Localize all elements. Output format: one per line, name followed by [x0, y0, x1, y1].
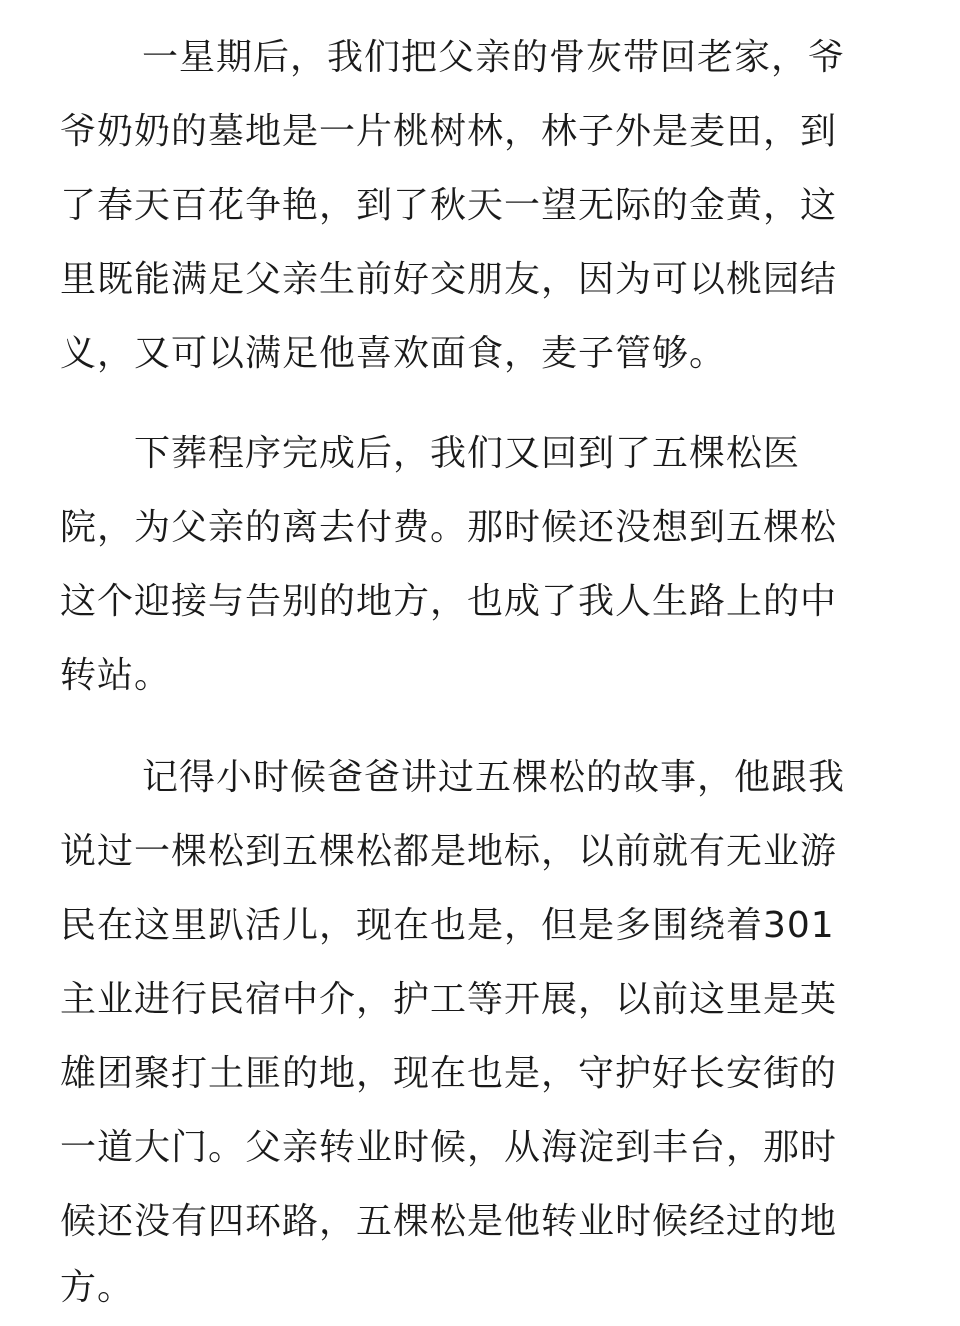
paragraph-line: 一道大门。父亲转业时候，从海淀到丰台，那时	[60, 1127, 838, 1168]
paragraph-line: 一星期后，我们把父亲的骨灰带回老家，爷	[142, 37, 846, 78]
paragraph-line: 候还没有四环路，五棵松是他转业时候经过的地	[60, 1201, 838, 1242]
paragraph-line: 主业进行民宿中介，护工等开展，以前这里是英	[60, 979, 838, 1020]
paragraph-line: 这个迎接与告别的地方，也成了我人生路上的中	[60, 581, 838, 622]
paragraph-line: 院，为父亲的离去付费。那时候还没想到五棵松	[60, 507, 838, 548]
paragraph-line: 民在这里趴活儿，现在也是，但是多围绕着301	[60, 905, 835, 946]
paragraph-line: 里既能满足父亲生前好交朋友，因为可以桃园结	[60, 259, 838, 300]
paragraph-line: 方。	[60, 1267, 135, 1308]
paragraph-line: 说过一棵松到五棵松都是地标，以前就有无业游	[60, 831, 838, 872]
paragraph-line: 转站。	[60, 655, 172, 696]
paragraph-line: 了春天百花争艳，到了秋天一望无际的金黄，这	[60, 185, 838, 226]
paragraph-line: 雄团聚打土匪的地，现在也是，守护好长安街的	[60, 1053, 838, 1094]
paragraph-line: 义，又可以满足他喜欢面食，麦子管够。	[60, 333, 727, 374]
paragraph-line: 下葬程序完成后，我们又回到了五棵松医	[134, 433, 801, 474]
paragraph-line: 爷奶奶的墓地是一片桃树林，林子外是麦田，到	[60, 111, 838, 152]
paragraph-line: 记得小时候爸爸讲过五棵松的故事，他跟我	[142, 757, 846, 798]
